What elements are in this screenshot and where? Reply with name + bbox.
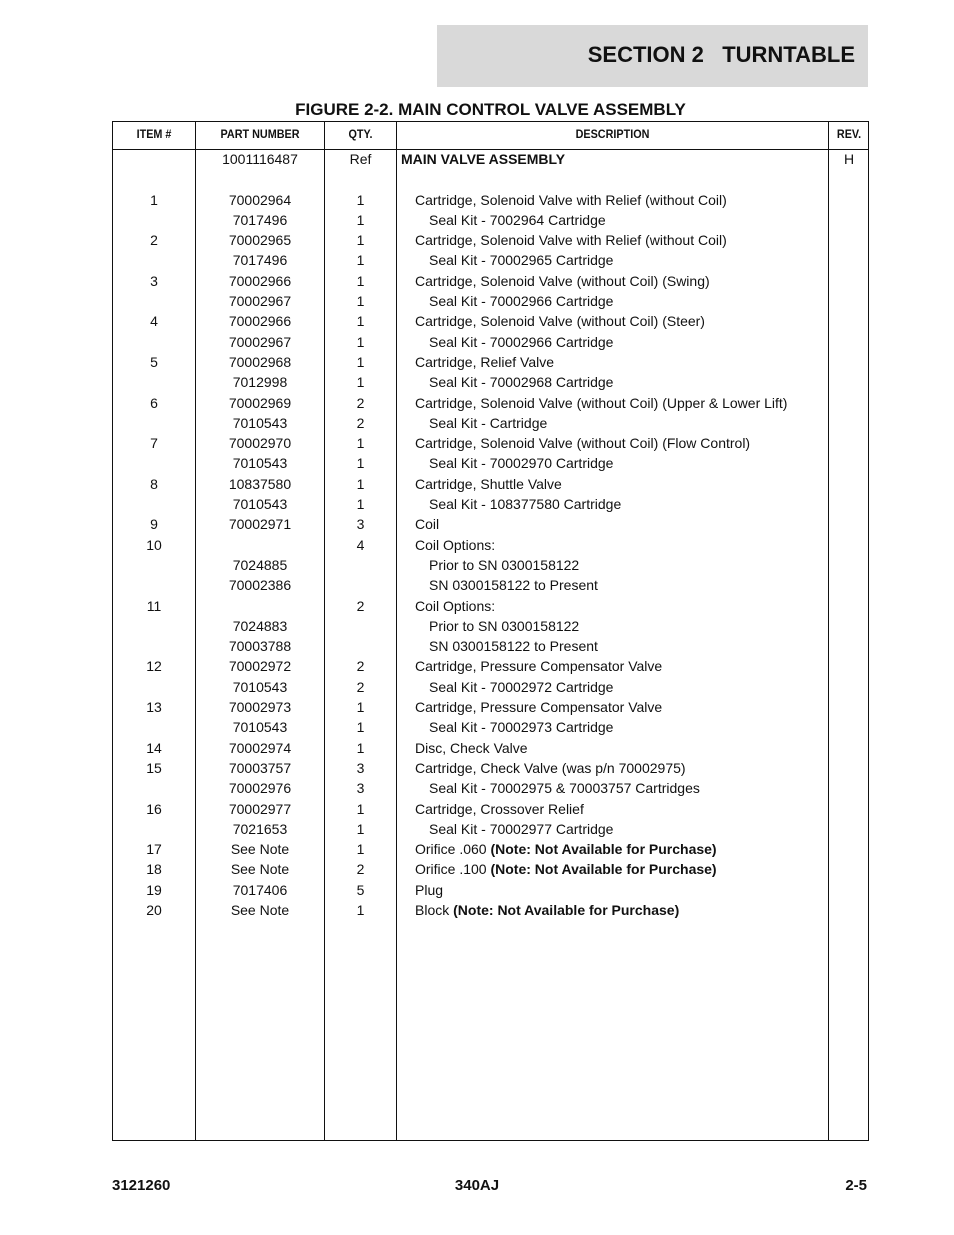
- description-text: Seal Kit - 70002977 Cartridge: [429, 820, 614, 837]
- description: [401, 597, 495, 615]
- description-text: Coil Options:: [415, 536, 496, 553]
- description: [401, 495, 621, 513]
- part-number: 70002965: [228, 232, 292, 249]
- table-row: [113, 697, 868, 717]
- quantity: 1: [356, 232, 365, 249]
- description-text: Seal Kit - 70002970 Cartridge: [429, 455, 614, 472]
- quantity: 1: [356, 739, 365, 756]
- footer-page-number: 2-5: [845, 1177, 867, 1194]
- part-number: 7017496: [232, 252, 288, 269]
- column-header-qty: QTY.: [348, 127, 373, 141]
- item-number: 15: [146, 759, 162, 776]
- description-text: Cartridge, Relief Valve: [415, 353, 555, 370]
- description-text: Cartridge, Solenoid Valve (without Coil) (Flow Control): [415, 435, 751, 452]
- description-text: Cartridge, Solenoid Valve (without Coil) (Swing): [415, 272, 710, 289]
- quantity: 1: [356, 496, 365, 513]
- table-row: [113, 433, 868, 453]
- description: [401, 901, 679, 919]
- description: [401, 678, 613, 696]
- description: [401, 779, 700, 797]
- description-text: Prior to SN 0300158122: [429, 556, 580, 573]
- part-number: 70002970: [228, 435, 292, 452]
- footer-document-number: 3121260: [112, 1177, 171, 1194]
- description-text: Orifice .100: [415, 861, 491, 878]
- item-number: 4: [150, 313, 158, 330]
- part-number: 7010543: [232, 678, 288, 695]
- description-text: Seal Kit - 70002966 Cartridge: [429, 333, 614, 350]
- item-number: 18: [146, 861, 162, 878]
- table-row: [113, 616, 868, 636]
- quantity: 1: [356, 313, 365, 330]
- item-number: 16: [146, 800, 162, 817]
- quantity: 1: [356, 435, 365, 452]
- description: [401, 272, 710, 290]
- description-text: Coil: [415, 516, 440, 533]
- quantity: 1: [356, 841, 365, 858]
- item-number: 9: [150, 516, 158, 533]
- quantity: 2: [356, 394, 365, 411]
- part-number: 1001116487: [222, 151, 298, 167]
- item-number: 17: [146, 841, 162, 858]
- quantity: 3: [356, 516, 365, 533]
- part-number: See Note: [230, 841, 290, 858]
- table-row: [113, 311, 868, 331]
- table-row: [113, 758, 868, 778]
- part-number: See Note: [230, 901, 290, 918]
- description-text: Seal Kit - 70002966 Cartridge: [429, 293, 614, 310]
- part-number: 70002977: [228, 800, 292, 817]
- description-text: Seal Kit - 7002964 Cartridge: [429, 211, 606, 228]
- table-row: [113, 413, 868, 433]
- description: [401, 434, 750, 452]
- table-row: [113, 880, 868, 900]
- table-row: [113, 514, 868, 534]
- description: [401, 394, 787, 412]
- table-row: [113, 494, 868, 514]
- description: [401, 211, 606, 229]
- quantity: 5: [356, 881, 365, 898]
- description: [401, 617, 579, 635]
- item-number: 10: [146, 536, 162, 553]
- part-number: 10837580: [228, 475, 292, 492]
- table-row: [113, 271, 868, 291]
- quantity: 1: [356, 211, 365, 228]
- description: [401, 312, 705, 330]
- description-note: (Note: Not Available for Purchase): [490, 841, 717, 858]
- description: [401, 860, 717, 878]
- part-number: 7012998: [232, 374, 288, 391]
- item-number: 14: [146, 739, 162, 756]
- part-number: 7024883: [232, 617, 288, 634]
- description-text: Seal Kit - Cartridge: [429, 414, 548, 431]
- part-number: 7010543: [232, 455, 288, 472]
- part-number: 70002974: [228, 739, 292, 756]
- description: [401, 292, 613, 310]
- table-row: [113, 291, 868, 311]
- part-number: 70002972: [228, 658, 292, 675]
- table-body: [113, 149, 868, 920]
- description: [401, 739, 528, 757]
- description-text: Cartridge, Crossover Relief: [415, 800, 584, 817]
- description-text: Cartridge, Solenoid Valve (without Coil) (Upper & Lower Lift): [415, 394, 788, 411]
- table-row: [113, 190, 868, 210]
- table-row: [113, 859, 868, 879]
- table-row: [113, 900, 868, 920]
- column-header-item: ITEM #: [136, 127, 172, 141]
- quantity: 1: [356, 800, 365, 817]
- part-number: 7021653: [232, 820, 288, 837]
- part-number: 70003788: [228, 638, 292, 655]
- description-text: Cartridge, Solenoid Valve (without Coil) (Steer): [415, 313, 705, 330]
- quantity: 3: [356, 780, 365, 797]
- quantity: 1: [356, 820, 365, 837]
- description: [401, 698, 662, 716]
- item-number: 19: [146, 881, 162, 898]
- item-number: 5: [150, 353, 158, 370]
- part-number: 70002964: [228, 191, 292, 208]
- quantity: 1: [356, 475, 365, 492]
- description-text: MAIN VALVE ASSEMBLY: [401, 151, 566, 167]
- quantity: 1: [356, 374, 365, 391]
- part-number: 7017496: [232, 211, 288, 228]
- table-row: [113, 839, 868, 859]
- description: [401, 150, 565, 168]
- description: [401, 881, 443, 899]
- description-note: (Note: Not Available for Purchase): [453, 901, 680, 918]
- quantity: Ref: [349, 151, 372, 167]
- description-text: Seal Kit - 70002973 Cartridge: [429, 719, 614, 736]
- part-number: 70002967: [228, 333, 292, 350]
- quantity: 3: [356, 759, 365, 776]
- description-text: Block: [415, 901, 454, 918]
- description-text: Cartridge, Solenoid Valve with Relief (without Coil): [415, 191, 727, 208]
- description: [401, 800, 584, 818]
- table-row: [113, 799, 868, 819]
- part-number: 7017406: [232, 881, 288, 898]
- description-text: Seal Kit - 70002965 Cartridge: [429, 252, 614, 269]
- table-row: [113, 230, 868, 250]
- description: [401, 657, 662, 675]
- quantity: 1: [356, 699, 365, 716]
- description: [401, 820, 613, 838]
- item-number: 13: [146, 699, 162, 716]
- description-text: Cartridge, Check Valve (was p/n 70002975): [415, 759, 686, 776]
- description-text: Cartridge, Pressure Compensator Valve: [415, 658, 663, 675]
- description: [401, 191, 727, 209]
- item-number: 1: [150, 191, 158, 208]
- description: [401, 718, 613, 736]
- table-row: [113, 677, 868, 697]
- table-row: [113, 393, 868, 413]
- quantity: 1: [356, 252, 365, 269]
- column-header-part-number: PART NUMBER: [220, 127, 300, 141]
- description-text: SN 0300158122 to Present: [429, 638, 598, 655]
- quantity: 2: [356, 678, 365, 695]
- description-text: Cartridge, Shuttle Valve: [415, 475, 562, 492]
- item-number: 20: [146, 901, 162, 918]
- part-number: 7010543: [232, 414, 288, 431]
- section-header: [437, 25, 868, 87]
- part-number: 70002966: [228, 272, 292, 289]
- parts-table: [112, 121, 869, 1141]
- quantity: 2: [356, 597, 365, 614]
- table-row: [113, 535, 868, 555]
- table-row: [113, 575, 868, 595]
- quantity: 1: [356, 719, 365, 736]
- description-text: Prior to SN 0300158122: [429, 617, 580, 634]
- description-text: Cartridge, Pressure Compensator Valve: [415, 699, 663, 716]
- table-row: [113, 778, 868, 798]
- quantity: 1: [356, 293, 365, 310]
- description-note: (Note: Not Available for Purchase): [490, 861, 717, 878]
- description: [401, 373, 613, 391]
- part-number: 70003757: [228, 759, 292, 776]
- table-row: [113, 636, 868, 656]
- quantity: 1: [356, 191, 365, 208]
- description: [401, 475, 562, 493]
- part-number: 70002966: [228, 313, 292, 330]
- part-number: 7010543: [232, 496, 288, 513]
- figure-title: FIGURE 2-2. MAIN CONTROL VALVE ASSEMBLY: [295, 100, 686, 119]
- column-header-description: DESCRIPTION: [575, 127, 650, 141]
- revision: H: [843, 151, 855, 167]
- quantity: 1: [356, 901, 365, 918]
- part-number: 7010543: [232, 719, 288, 736]
- quantity: 2: [356, 658, 365, 675]
- quantity: 1: [356, 272, 365, 289]
- part-number: 70002971: [228, 516, 292, 533]
- table-row: [113, 372, 868, 392]
- description-text: Seal Kit - 70002972 Cartridge: [429, 678, 614, 695]
- description: [401, 251, 613, 269]
- item-number: 6: [150, 394, 158, 411]
- description: [401, 454, 613, 472]
- table-row: [113, 210, 868, 230]
- description: [401, 576, 598, 594]
- table-row: [113, 474, 868, 494]
- section-title: SECTION 2 TURNTABLE: [587, 42, 855, 67]
- description-text: Plug: [415, 881, 444, 898]
- description: [401, 759, 686, 777]
- item-number: 12: [146, 658, 162, 675]
- item-number: 11: [146, 597, 162, 614]
- description: [401, 231, 727, 249]
- quantity: 1: [356, 333, 365, 350]
- description: [401, 637, 598, 655]
- description-text: SN 0300158122 to Present: [429, 577, 598, 594]
- table-row: [113, 596, 868, 616]
- description: [401, 515, 439, 533]
- table-row: [113, 250, 868, 270]
- description: [401, 556, 579, 574]
- part-number: 70002968: [228, 353, 292, 370]
- description: [401, 840, 717, 858]
- part-number: 70002969: [228, 394, 292, 411]
- column-header-rev: REV.: [836, 127, 862, 141]
- description: [401, 333, 613, 351]
- table-row: [113, 656, 868, 676]
- table-row: [113, 332, 868, 352]
- description: [401, 536, 495, 554]
- item-number: 2: [150, 232, 158, 249]
- part-number: 70002967: [228, 293, 292, 310]
- table-row: [113, 169, 868, 189]
- description-text: Disc, Check Valve: [415, 739, 528, 756]
- description: [401, 353, 554, 371]
- table-row: [113, 717, 868, 737]
- quantity: 2: [356, 861, 365, 878]
- part-number: 70002976: [228, 780, 292, 797]
- description-text: Coil Options:: [415, 597, 496, 614]
- table-row: [113, 738, 868, 758]
- part-number: 7024885: [232, 556, 288, 573]
- item-number: 8: [150, 475, 158, 492]
- part-number: See Note: [230, 861, 290, 878]
- part-number: 70002973: [228, 699, 292, 716]
- table-row: [113, 149, 868, 169]
- description-text: Seal Kit - 108377580 Cartridge: [429, 496, 622, 513]
- description-text: Orifice .060: [415, 841, 491, 858]
- part-number: 70002386: [228, 577, 292, 594]
- table-row: [113, 352, 868, 372]
- quantity: 1: [356, 353, 365, 370]
- footer-model: 340AJ: [454, 1177, 500, 1194]
- description: [401, 414, 547, 432]
- item-number: 3: [150, 272, 158, 289]
- quantity: 2: [356, 414, 365, 431]
- description-text: Seal Kit - 70002968 Cartridge: [429, 374, 614, 391]
- quantity: 1: [356, 455, 365, 472]
- description-text: Seal Kit - 70002975 & 70003757 Cartridges: [429, 780, 700, 797]
- description-text: Cartridge, Solenoid Valve with Relief (without Coil): [415, 232, 727, 249]
- table-row: [113, 453, 868, 473]
- quantity: 4: [356, 536, 365, 553]
- table-row: [113, 819, 868, 839]
- item-number: 7: [150, 435, 158, 452]
- table-row: [113, 555, 868, 575]
